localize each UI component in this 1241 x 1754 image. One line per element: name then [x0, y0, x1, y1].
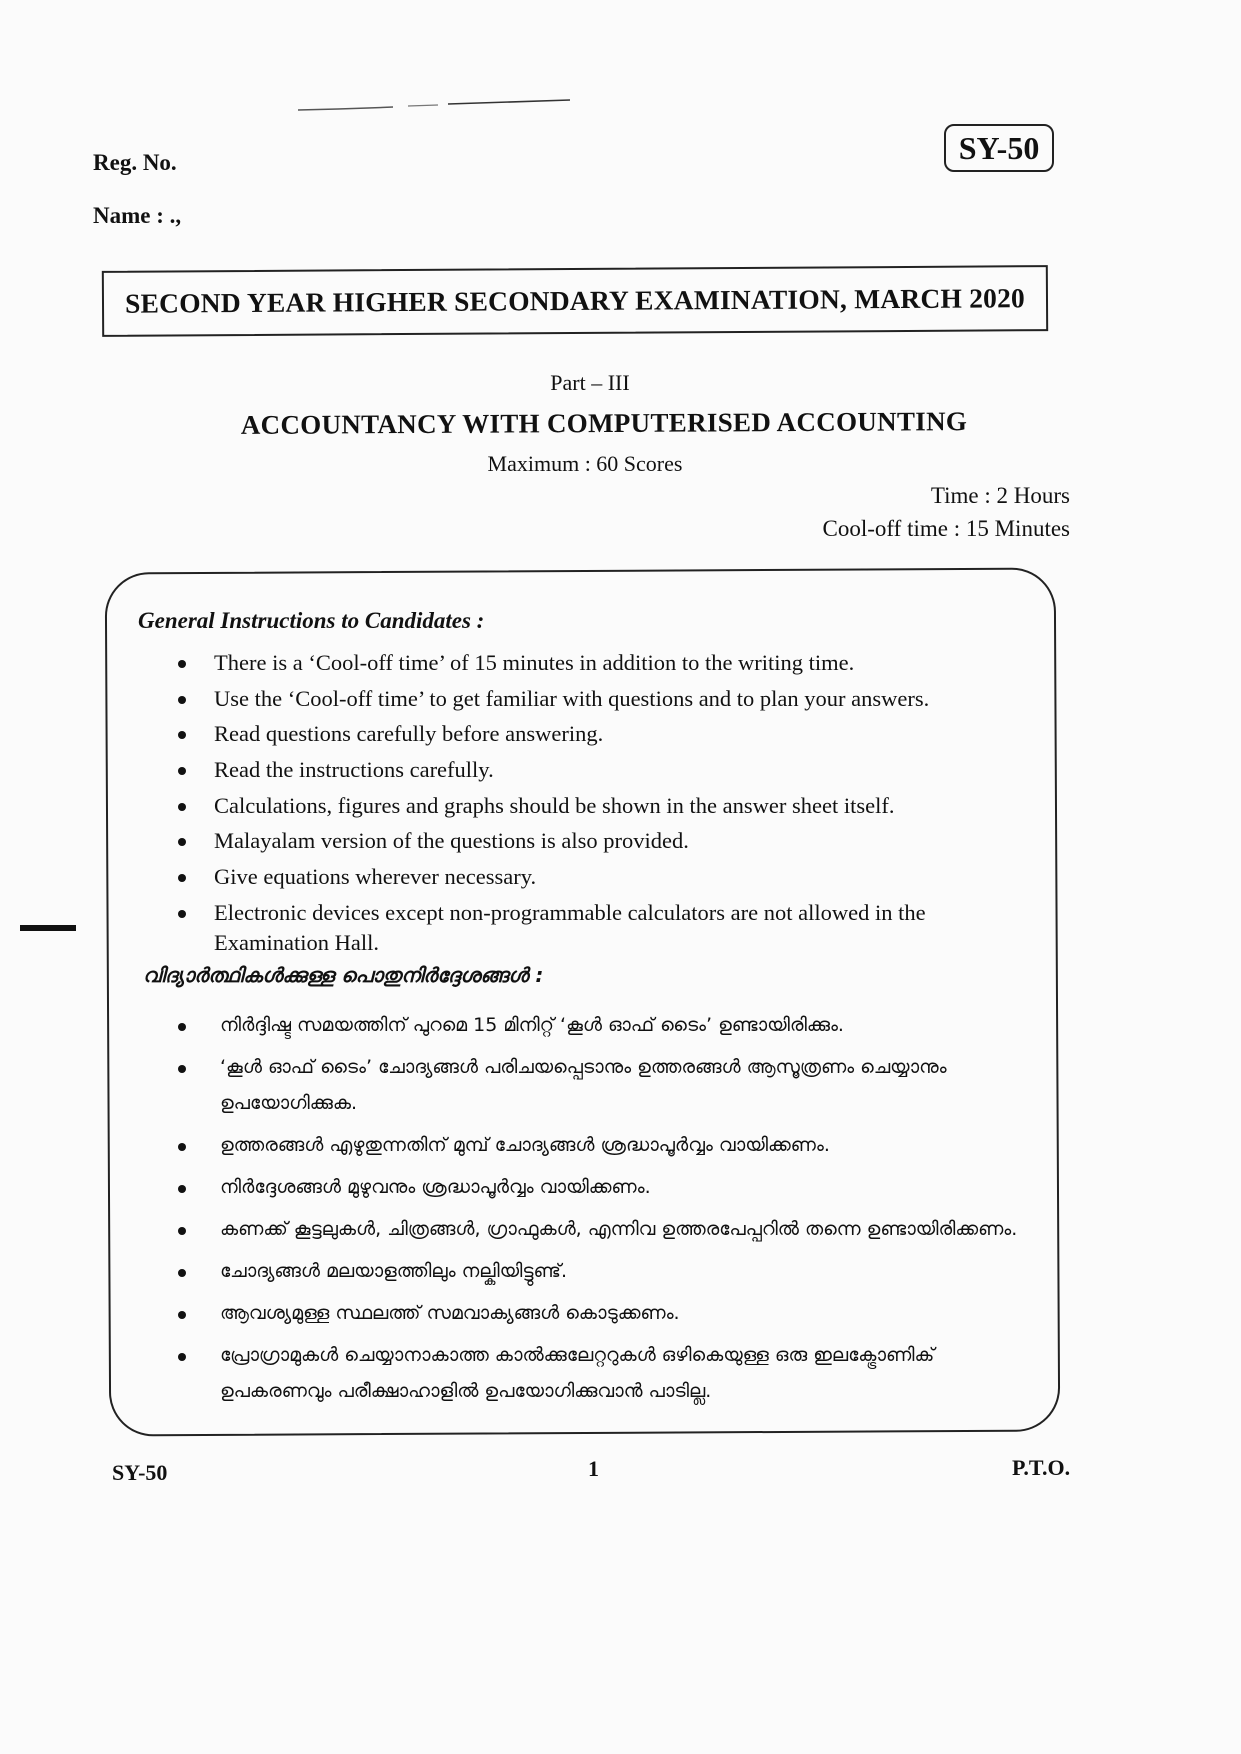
list-item: Give equations wherever necessary. — [172, 862, 1032, 898]
list-item: നിർദ്ദിഷ്ട സമയത്തിന് പുറമെ 15 മിനിറ്റ് ‘കൂൾ ഓഫ് ടൈം’ ഉണ്ടായിരിക്കും. — [172, 1007, 1042, 1043]
bullet-icon — [178, 660, 186, 668]
list-item: Electronic devices except non-programmable calculators are not allowed in the Examination Hall. — [172, 898, 1032, 958]
bullet-icon — [178, 696, 186, 704]
page-number: 1 — [588, 1456, 599, 1481]
bullet-icon — [178, 1143, 186, 1151]
instructions-list-en — [172, 648, 1032, 958]
bullet-icon — [178, 1185, 186, 1193]
bullet-icon — [178, 1353, 186, 1361]
exam-title: SECOND YEAR HIGHER SECONDARY EXAMINATION, MARCH 2020 — [102, 265, 1048, 337]
bullet-icon — [178, 1269, 186, 1277]
instructions-heading-en: General Instructions to Candidates : — [138, 608, 485, 633]
list-item: Read the instructions carefully. — [172, 755, 1032, 791]
list-item: Calculations, figures and graphs should be shown in the answer sheet itself. — [172, 791, 1032, 827]
name-label: Name : ., — [93, 203, 182, 228]
max-score: Maximum : 60 Scores — [487, 451, 683, 476]
bullet-icon — [178, 731, 186, 739]
list-item: There is a ‘Cool-off time’ of 15 minutes in addition to the writing time. — [172, 648, 1032, 684]
bullet-icon — [178, 1065, 186, 1073]
time-allowed: Time : 2 Hours — [930, 483, 1070, 508]
pen-scribble-mark — [298, 98, 570, 114]
bullet-icon — [178, 910, 186, 918]
subject-title: ACCOUNTANCY WITH COMPUTERISED ACCOUNTING — [240, 406, 968, 440]
bullet-icon — [178, 838, 186, 846]
exam-part: Part – III — [550, 370, 630, 395]
list-item: നിർദ്ദേശങ്ങൾ മുഴുവനും ശ്രദ്ധാപൂർവ്വം വായിക്കണം. — [172, 1169, 1042, 1205]
bullet-icon — [178, 874, 186, 882]
margin-punch-mark — [20, 925, 76, 931]
footer-paper-code: SY-50 — [112, 1460, 168, 1485]
list-item: കണക്ക് കൂട്ടലുകൾ, ചിത്രങ്ങൾ, ഗ്രാഫുകൾ, എന്നിവ ഉത്തരപേപ്പറിൽ തന്നെ ഉണ്ടായിരിക്കണം. — [172, 1211, 1042, 1247]
list-item: ചോദ്യങ്ങൾ മലയാളത്തിലും നല്കിയിട്ടുണ്ട്. — [172, 1253, 1042, 1289]
pto-label: P.T.O. — [1012, 1455, 1071, 1480]
list-item: Use the ‘Cool-off time’ to get familiar with questions and to plan your answers. — [172, 684, 1032, 720]
reg-no-label: Reg. No. — [93, 150, 177, 175]
bullet-icon — [178, 803, 186, 811]
paper-code-badge: SY-50 — [944, 124, 1054, 172]
bullet-icon — [178, 1311, 186, 1319]
list-item: ആവശ്യമുള്ള സ്ഥലത്ത് സമവാക്യങ്ങൾ കൊടുക്കണം. — [172, 1295, 1042, 1331]
bullet-icon — [178, 1023, 186, 1031]
list-item: പ്രോഗ്രാമുകൾ ചെയ്യാനാകാത്ത കാൽക്കുലേറ്ററുകൾ ഒഴികെയുള്ള ഒരു ഇലക്ട്രോണിക് ഉപകരണവും പരീക്ഷാഹാളിൽ ഉപയോഗിക്കുവാൻ പാടില്ല. — [172, 1337, 1042, 1409]
bullet-icon — [178, 1227, 186, 1235]
cool-off-time: Cool-off time : 15 Minutes — [822, 516, 1070, 541]
list-item: ‘കൂൾ ഓഫ് ടൈം’ ചോദ്യങ്ങൾ പരിചയപ്പെടാനും ഉത്തരങ്ങൾ ആസൂത്രണം ചെയ്യാനും ഉപയോഗിക്കുക. — [172, 1049, 1042, 1121]
instructions-heading-ml: വിദ്യാർത്ഥികൾക്കുള്ള പൊതുനിർദ്ദേശങ്ങൾ : — [143, 963, 544, 987]
list-item: Read questions carefully before answering. — [172, 719, 1032, 755]
instructions-list-ml — [172, 1007, 1042, 1415]
list-item: ഉത്തരങ്ങൾ എഴുതുന്നതിന് മുമ്പ് ചോദ്യങ്ങൾ ശ്രദ്ധാപൂർവ്വം വായിക്കണം. — [172, 1127, 1042, 1163]
bullet-icon — [178, 767, 186, 775]
list-item: Malayalam version of the questions is also provided. — [172, 826, 1032, 862]
